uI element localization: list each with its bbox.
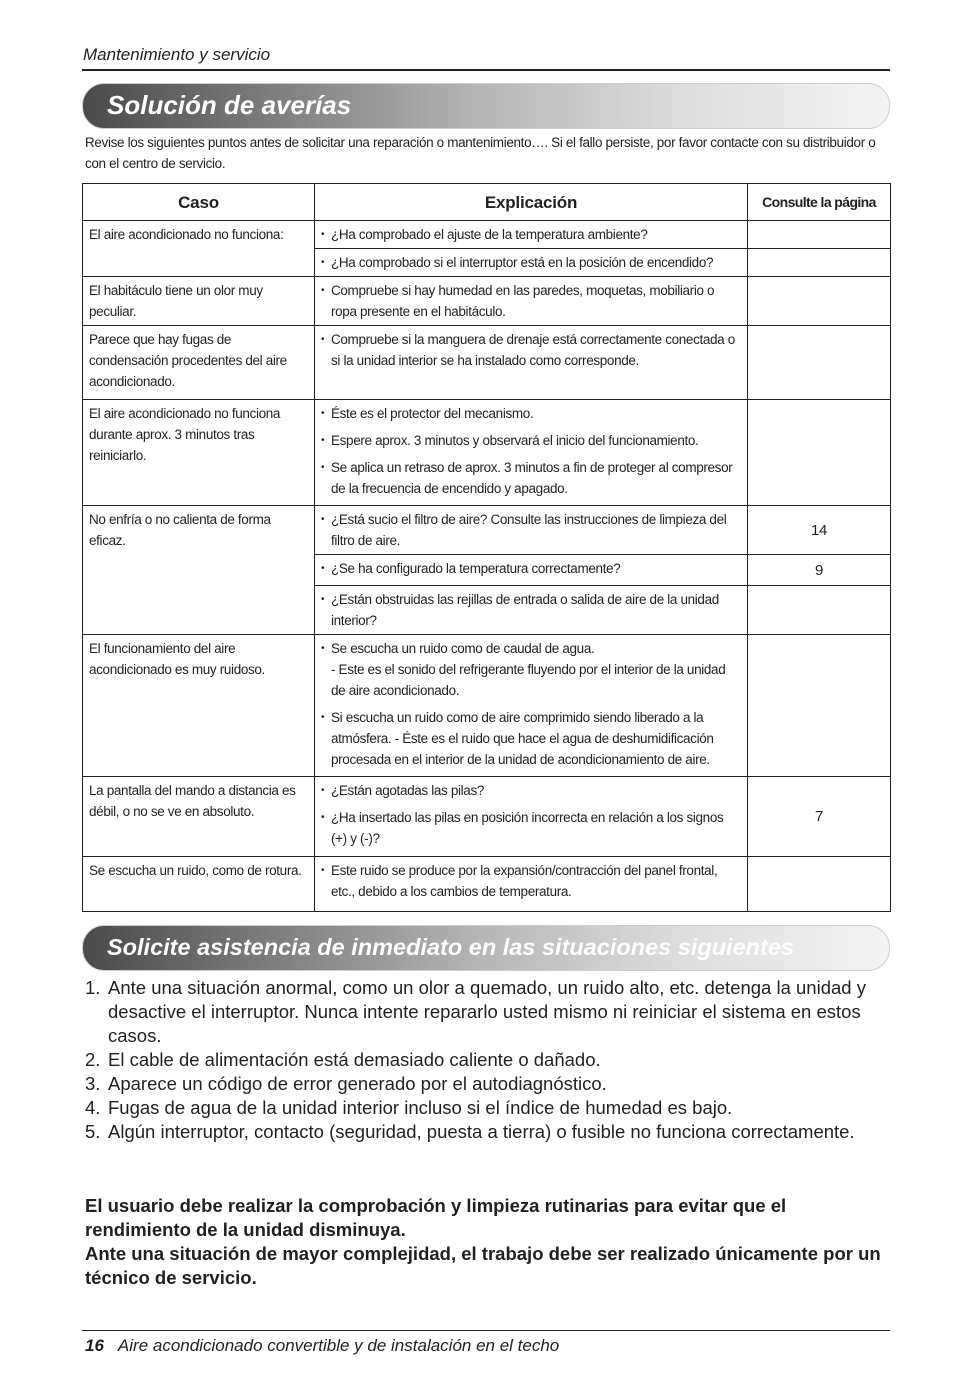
page-reference-cell: 7 <box>748 777 891 857</box>
explanation-cell <box>315 555 748 586</box>
assistance-item <box>85 1072 875 1096</box>
assistance-item <box>85 976 875 1048</box>
explanation-cell <box>315 506 748 555</box>
assistance-item <box>85 1120 875 1144</box>
page-number: 16 <box>85 1336 104 1355</box>
explanation-bullet: • ¿Están agotadas las pilas? <box>321 780 741 801</box>
note-routine-check: El usuario debe realizar la comprobación y limpieza rutinarias para evitar que el rendimiento de la unidad disminuya. <box>85 1195 787 1240</box>
explanation-bullet: • ¿Están obstruidas las rejillas de entrada o salida de aire de la unidad interior? <box>321 589 741 631</box>
item-number: 3. <box>85 1073 101 1094</box>
page-reference-cell <box>748 221 891 249</box>
assistance-notes <box>85 1194 895 1290</box>
explanation-cell <box>315 277 748 326</box>
explanation-cell <box>315 249 748 277</box>
page-reference-cell <box>748 249 891 277</box>
column-header-explanation: Explicación <box>315 184 748 221</box>
item-text: Ante una situación anormal, como un olor a quemado, un ruido alto, etc. detenga la unidad y desactive el interruptor. Nunca intente repararlo usted mismo ni reiniciar el sistema en estos casos. <box>108 977 866 1046</box>
item-text: Aparece un código de error generado por el autodiagnóstico. <box>108 1073 607 1094</box>
assistance-item <box>85 1048 875 1072</box>
explanation-bullet: • Compruebe si hay humedad en las paredes, moquetas, mobiliario o ropa presente en el habitáculo. <box>321 280 741 322</box>
explanation-cell <box>315 777 748 857</box>
table-row <box>83 857 891 912</box>
footer <box>85 1336 559 1356</box>
item-number: 5. <box>85 1121 101 1142</box>
table-row <box>83 777 891 857</box>
page-reference-cell <box>748 635 891 777</box>
assistance-banner <box>82 925 890 971</box>
assistance-list <box>85 976 875 1144</box>
case-cell: No enfría o no calienta de forma eficaz. <box>83 506 315 635</box>
explanation-bullet: • Espere aprox. 3 minutos y observará el inicio del funcionamiento. <box>321 430 741 451</box>
troubleshooting-table <box>82 183 891 912</box>
table-row <box>83 506 891 555</box>
table-header-row <box>83 184 891 221</box>
explanation-cell <box>315 326 748 400</box>
case-cell: El habitáculo tiene un olor muy peculiar. <box>83 277 315 326</box>
assistance-item <box>85 1096 875 1120</box>
explanation-bullet: • ¿Ha comprobado si el interruptor está en la posición de encendido? <box>321 252 741 273</box>
case-cell: La pantalla del mando a distancia es débil, o no se ve en absoluto. <box>83 777 315 857</box>
assistance-title: Solicite asistencia de inmediato en las situaciones siguientes <box>107 934 794 960</box>
explanation-bullet: • Se aplica un retraso de aprox. 3 minutos a fin de proteger al compresor de la frecuencia de encendido y apagado. <box>321 457 741 499</box>
item-number: 2. <box>85 1049 101 1070</box>
explanation-bullet: • Éste es el protector del mecanismo. <box>321 403 741 424</box>
explanation-cell <box>315 857 748 912</box>
case-cell: El aire acondicionado no funciona durante aprox. 3 minutos tras reiniciarlo. <box>83 400 315 506</box>
page-reference-cell <box>748 400 891 506</box>
explanation-bullet: • ¿Ha insertado las pilas en posición incorrecta en relación a los signos (+) y (-)? <box>321 807 741 849</box>
case-cell: Parece que hay fugas de condensación procedentes del aire acondicionado. <box>83 326 315 400</box>
explanation-cell <box>315 221 748 249</box>
troubleshooting-banner <box>82 83 890 129</box>
case-cell: Se escucha un ruido, como de rotura. <box>83 857 315 912</box>
item-number: 4. <box>85 1097 101 1118</box>
item-text: Algún interruptor, contacto (seguridad, puesta a tierra) o fusible no funciona correctamente. <box>108 1121 855 1142</box>
note-technician: Ante una situación de mayor complejidad, el trabajo debe ser realizado únicamente por un técnico de servicio. <box>85 1243 881 1288</box>
explanation-bullet: • ¿Está sucio el filtro de aire? Consulte las instrucciones de limpieza del filtro de aire. <box>321 509 741 551</box>
explanation-bullet: • ¿Ha comprobado el ajuste de la temperatura ambiente? <box>321 224 741 245</box>
footer-title: Aire acondicionado convertible y de instalación en el techo <box>117 1336 560 1355</box>
column-header-page: Consulte la página <box>748 184 891 221</box>
table-row <box>83 326 891 400</box>
case-cell: El funcionamiento del aire acondicionado es muy ruidoso. <box>83 635 315 777</box>
table-row <box>83 221 891 249</box>
column-header-case: Caso <box>83 184 315 221</box>
case-cell: El aire acondicionado no funciona: <box>83 221 315 277</box>
section-header: Mantenimiento y servicio <box>83 45 271 64</box>
explanation-cell <box>315 400 748 506</box>
table-row <box>83 635 891 777</box>
header-rule <box>82 69 890 71</box>
explanation-bullet: • Se escucha un ruido como de caudal de agua. - Este es el sonido del refrigerante fluyendo por el interior de la unidad de aire acondicionado. <box>321 638 741 701</box>
page-reference-cell <box>748 857 891 912</box>
explanation-bullet: • Si escucha un ruido como de aire comprimido siendo liberado a la atmósfera. - Éste es el ruido que hace el agua de deshumidificación procesada en el interior de la unidad de acondicionamiento de aire. <box>321 707 741 770</box>
explanation-bullet: • Este ruido se produce por la expansión/contracción del panel frontal, etc., debido a los cambios de temperatura. <box>321 860 741 902</box>
table-row <box>83 400 891 506</box>
explanation-cell <box>315 586 748 635</box>
explanation-cell <box>315 635 748 777</box>
troubleshooting-title: Solución de averías <box>107 90 352 120</box>
item-number: 1. <box>85 977 101 998</box>
explanation-bullet: • ¿Se ha configurado la temperatura correctamente? <box>321 558 741 579</box>
page-reference-cell <box>748 326 891 400</box>
table-row <box>83 277 891 326</box>
page-reference-cell: 9 <box>748 555 891 586</box>
item-text: Fugas de agua de la unidad interior incluso si el índice de humedad es bajo. <box>108 1097 733 1118</box>
page-reference-cell <box>748 586 891 635</box>
page-reference-cell <box>748 277 891 326</box>
item-text: El cable de alimentación está demasiado caliente o dañado. <box>108 1049 601 1070</box>
explanation-bullet: • Compruebe si la manguera de drenaje está correctamente conectada o si la unidad interior se ha instalado como corresponde. <box>321 329 741 371</box>
footer-rule <box>82 1330 890 1331</box>
page-reference-cell: 14 <box>748 506 891 555</box>
troubleshooting-intro: Revise los siguientes puntos antes de solicitar una reparación o mantenimiento…. Si el fallo persiste, por favor contacte con su distribuidor o con el centro de servicio. <box>85 135 876 171</box>
